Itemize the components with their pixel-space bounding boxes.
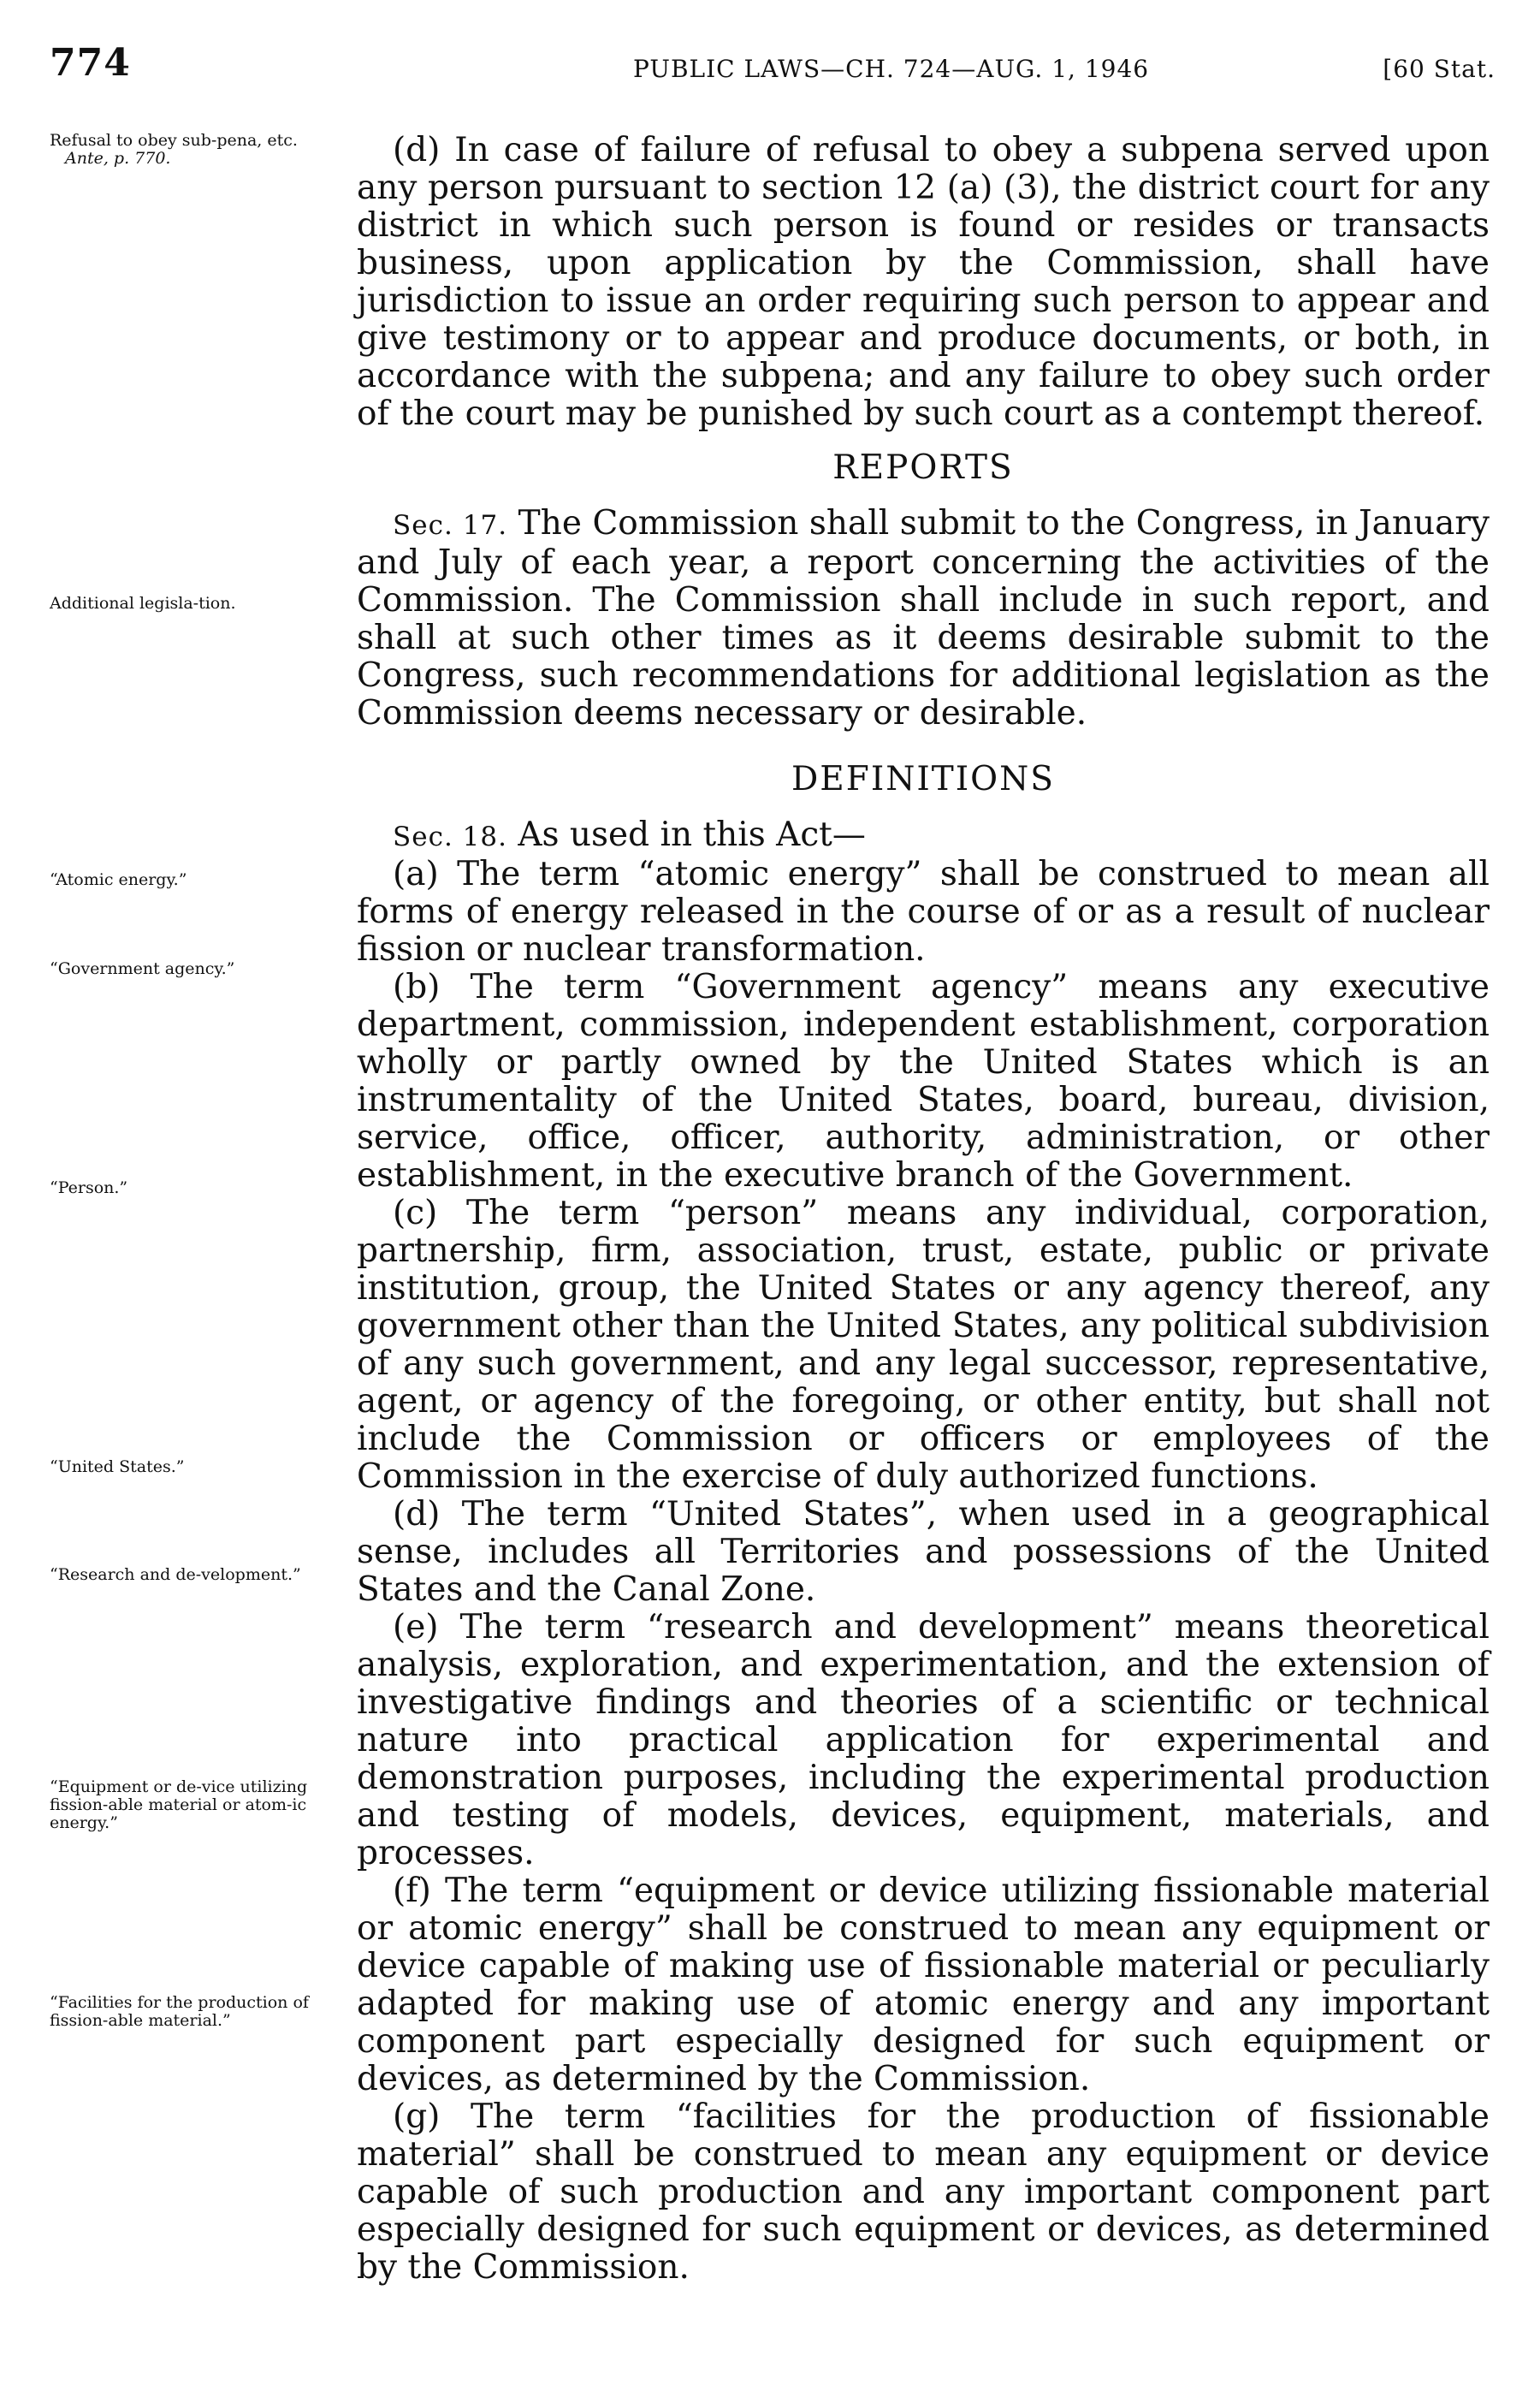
sec-18-intro: As used in this Act— (506, 816, 866, 854)
margin-note-refusal-text: Refusal to obey sub-pena, etc. (50, 131, 298, 150)
sec-17-text: The Commission shall submit to the Congress, in January and July of each year, a report concerning the activities of the Commission. The Commission shall include in such report, and shall at such other times as it deems desirable submit to the Congress, such recommendations for additional legislation as the Commission deems necessary or desirable. (357, 504, 1490, 733)
volume-reference: [60 Stat. (1383, 55, 1496, 83)
definition-d: (d) The term “United States”, when used in a geographical sense, includes all Territories and possessions of the United States and the Canal Zone. (357, 1495, 1490, 1609)
section-16-d (357, 132, 1490, 433)
margin-note-additional-legislation: Additional legisla-tion. (50, 594, 236, 613)
margin-note-refusal-ref: Ante, p. 770. (65, 149, 171, 168)
definition-b: (b) The term “Government agency” means any executive department, commission, independent establishment, corporation wholly or partly owned by the United States which is an instrumentality of the United States, board, bureau, division, service, office, officer, authority, administration, or other establishment, in the executive branch of the Government. (357, 968, 1490, 1195)
running-head: PUBLIC LAWS—CH. 724—AUG. 1, 1946 (633, 55, 1150, 83)
margin-note-research: “Research and de-velopment.” (50, 1565, 301, 1584)
definition-f: (f) The term “equipment or device utilizing fissionable material or atomic energy” shall be construed to mean any equipment or device capable of making use of fissionable material or peculiarly adapted for making use of atomic energy and any important component part especially designed for such equipment or devices, as determined by the Commission. (357, 1872, 1490, 2098)
paragraph-18-intro (357, 816, 1490, 856)
definition-c: (c) The term “person” means any individual, corporation, partnership, firm, association, trust, estate, public or private institution, group, the United States or any agency thereof, any government other than the United States, any political subdivision of any such government, and any legal successor, representative, agent, or agency of the foregoing, or other entity, but shall not include the Commission or officers or employees of the Commission in the exercise of duly authorized functions. (357, 1194, 1490, 1496)
paragraph-16-d: (d) In case of failure of refusal to obey a subpena served upon any person pursuant to section 12 (a) (3), the district court for any district in which such person is found or resides or transacts business, upon application by the Commission, shall have jurisdiction to issue an order requiring such person to appear and give testimony or to appear and produce documents, or both, in accordance with the subpena; and any failure to obey such order of the court may be punished by such court as a contempt thereof. (357, 131, 1490, 433)
margin-note-person: “Person.” (50, 1178, 128, 1197)
sec-18-label: Sec. 18. (393, 822, 507, 852)
margin-note-atomic-energy: “Atomic energy.” (50, 870, 187, 889)
section-17 (357, 505, 1490, 733)
paragraph-17 (357, 505, 1490, 733)
margin-note-united-states: “United States.” (50, 1457, 185, 1476)
sec-17-label: Sec. 17. (393, 510, 508, 541)
margin-note-equipment: “Equipment or de-vice utilizing fission-able material or atom-ic energy.” (50, 1777, 308, 1832)
definition-a: (a) The term “atomic energy” shall be construed to mean all forms of energy released in the course of or as a result of nuclear fission or nuclear transformation. (357, 855, 1490, 969)
definition-g: (g) The term “facilities for the production of fissionable material” shall be construed to mean any equipment or device capable of such production and any important component part especially designed for such equipment or devices, as determined by the Commission. (357, 2097, 1490, 2287)
page-number: 774 (50, 41, 131, 85)
margin-note-refusal (50, 132, 323, 168)
definitions-heading: DEFINITIONS (791, 760, 1055, 798)
section-18 (357, 816, 1490, 2287)
reports-heading: REPORTS (832, 448, 1014, 487)
definition-e: (e) The term “research and development” means theoretical analysis, exploration, and experimentation, and the extension of investigative findings and theories of a scientific or technical nature into practical application for experimental and demonstration purposes, including the experimental production and testing of models, devices, equipment, materials, and processes. (357, 1608, 1490, 1872)
margin-note-government-agency: “Government agency.” (50, 959, 235, 978)
margin-note-facilities: “Facilities for the production of fission-able material.” (50, 1993, 309, 2030)
